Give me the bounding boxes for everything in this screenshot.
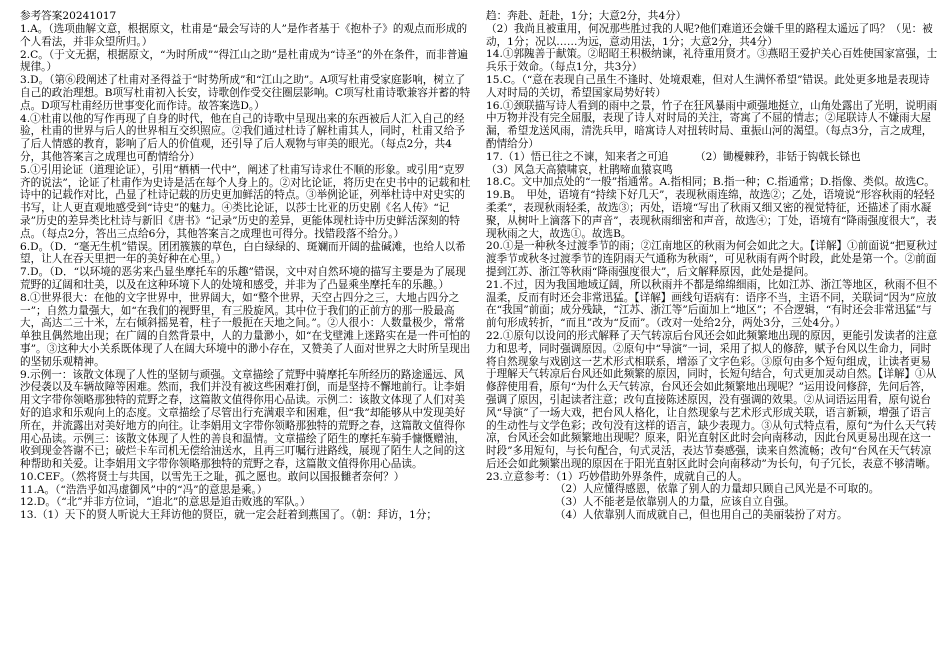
answer-paragraph: 3.D。（第⑥段阐述了杜甫对圣得益于“时势所成”和“江山之助”。A项写杜甫受家庭影响，树立了自己的政治理想。B项写杜甫初入长安，诗歌创作受交往圈层影响。C项写杜甫诗歌兼容并蓄的特点。D项写杜甫经历世事变化而作诗。故答案选D。）	[20, 74, 471, 112]
right-column	[486, 10, 938, 522]
answer-paragraph: （3）风急天高猿啸哀，杜鹃啼血猿哀鸣	[486, 163, 673, 176]
document-title: 参考答案20241017	[20, 10, 117, 22]
answer-paragraph: 趋：奔赴、赶赴，1分；大意2分，共4分）	[486, 10, 687, 22]
answer-paragraph: 2.C。（于文无据，根据原文，“为时所成”“得江山之助”是杜甫成为“诗圣”的外在条件，而非普遍规律。）	[20, 48, 468, 74]
answer-paragraph: 20.①是一种秋冬过渡季节的雨；②江南地区的秋雨为何会如此之大。【详解】①前面说“把夏秋过渡季节或秋冬过渡季节的连阴雨天气通称为秋雨”，可见秋雨有两个时段，此处是第一个。②前面提到江苏、浙江等秋雨“降雨强度很大”，后文解释原因，此处是提问。	[486, 240, 938, 278]
left-column	[20, 10, 472, 522]
answer-paragraph: 10.CEF。（然将贤士与共国，以雪先王之耻，孤之愿也。敢问以国报雠者奈何？）	[20, 470, 405, 483]
answer-paragraph: 23.立意参考：（1）巧妙借助外界条件，成就自己的人。	[486, 470, 748, 483]
answer-paragraph: 13.（1）天下的贤人听说大王拜访他的贤臣，就一定会赶着到燕国了。（朝：拜访，1分；	[20, 509, 437, 522]
answer-paragraph: （4）人依靠别人而成就自己，但也用自己的美丽装扮了对方。	[486, 509, 848, 522]
answer-paragraph: （2）我尚且被重用，何况那些胜过我的人呢?他们难道还会嫌千里的路程太遥远了吗？（见：被动，1分；况以……为远，意动用法，1分；大意2分，共4分）	[486, 22, 933, 48]
answer-paragraph: 16.①颈联描写诗人看到的雨中之景，竹子在狂风暴雨中顽强地挺立，山角处露出了光明，说明雨中万物并没有完全屈服，表现了诗人对时局的关注，寄寓了不屈的情志；②尾联诗人不嫌雨大屋漏，希望龙送风雨，清洗兵甲，暗寓诗人对扭转时局、重振山河的渴望。（每点3分，言之成理，酌情给分）	[486, 99, 938, 150]
answer-paragraph: （2）人应懂得感恩，依靠了别人的力量却只顾自己风光是不可取的。	[486, 483, 880, 496]
answer-paragraph: 19.B。 甲处，语境有“持续下好几天”，表现秋雨连绵，故选②；乙处，语境说“形容秋雨的轻轻柔柔”，表现秋雨轻柔，故选③；丙处，语境“写出了秋雨又细又密的视觉特征，还描述了雨水凝聚，从树叶上滴落下的声音”，表现秋雨细密和声音，故选④；丁处，语境有“降雨强度很大”，表现秋雨之大，故选①。故选B。	[486, 189, 937, 240]
answer-paragraph: 18.C。文中加点处的“一般”指通常。A.指相同；B.指一种；C.指通常；D.指像、类似。故选C。	[486, 176, 935, 189]
answer-paragraph: 9.示例一：该散文体现了人性的坚韧与顽强。文章描绘了荒野中骑摩托车所经历的路途遥远、风沙侵袭以及车辆故障等困难。然而，我们并没有被这些困难打倒，而是坚持不懈地前行。让李娟用文字带你领略那独特的荒野之春，这篇散文值得你用心品读。示例二：该散文体现了人们对美好的追求和乐观向上的态度。文章描绘了尽管出行充满艰辛和困难，但“我”却能够从中发现美好所在，并流露出对美好地方的向往。让李娟用文字带你领略那独特的荒野之春，这篇散文值得你用心品读。示例三：该散文体现了人性的善良和温情。文章描绘了陌生的摩托车骑手慷慨赠油，收到现金答谢不已；破烂卡车司机无偿给油送水，且再三叮嘱行进路线，展现了陌生人之间的这种帮助和关爱。让李娟用文字带你领略那独特的荒野之春，这篇散文值得你用心品读。	[20, 368, 466, 471]
answer-paragraph: （3）人不能老是依靠别人的力量，应该自立自强。	[486, 496, 795, 509]
answer-paragraph: 4.①杜甫以他的写作再现了自身的时代，他在自己的诗歌中呈现出来的东西被后人汇入自己的经验，杜甫的世界与后人的世界相互交织照应。②我们通过杜诗了解杜甫其人，同时，杜甫又给予了后人情感的教育，影响了后人的价值观，还引导了后人观物与审美的眼光。（每点2分，共4分，其他答案言之成理也可酌情给分）	[20, 112, 465, 163]
answer-paragraph: 22.①原句以设问的形式解释了天气转凉后台风还会如此频繁地出现的原因，更能引发读者的注意力和思考，同时强调原因。②原句中“导演”一词，采用了拟人的修辞，赋予台风以生命力，同时将自然现象与戏剧这一艺术形式相联系，增添了文字色彩。③原句由多个短句组成，让读者更易于理解天气转凉后台风还如此频繁的原因，同时，长短句结合，句式更加灵动自然。【详解】①从修辞使用看，原句“为什么天气转凉，台风还会如此频繁地出现呢？”运用设问修辞，先问后答，强调了原因，引起读者注意；改句直接陈述原因，没有强调的效果。②从词语运用看，原句说台风“导演”了一场大戏，把台风人格化，让自然现象与艺术形式形成关联，语言新颖，增强了语言的生动性与文学色彩；改句没有这样的语言，缺少表现力。③从句式特点看，原句“为什么天气转凉，台风还会如此频繁地出现呢？原来，阳光直射区此时会向南移动，因此台风更易出现在这一时段”多用短句，与长句配合，句式灵活，表达节奏感强，读来自然流畅；改句“台风在天气转凉后还会如此频繁出现的原因在于阳光直射区此时会向南移动”为长句，句子冗长，表意不够清晰。	[486, 329, 938, 470]
answer-paragraph: 15.C。（“意在表现自己虽生不逢时、处境艰难，但对人生满怀希望”错误。此处更多地是表现诗人对时局的关切，希望国家局势好转）	[486, 73, 930, 99]
answer-paragraph: 11.A。（“浩浩乎如冯虚御风”中的“冯”的意思是乘。）	[20, 483, 268, 496]
answer-paragraph: 1.A。（选项曲解文意，根据原文，杜甫是“最会写诗的人”是作者基于《抱朴子》的观点而形成的个人看法，并非众望所归。）	[20, 23, 468, 48]
answer-paragraph: 8.①世界很大：在他的文字世界中，世界阔大，如“整个世界，天空占四分之三，大地占四分之一”；自然力量强大，如“在我们的视野里，有三股旋风。其中位于我们的正前方的那一股最高大，高达二三十米，左右倾斜摇晃着，柱子一般扼在天地之间。”。②人很小：人数量极少，常常单独且偶然地出现；在广阔的自然背景中，人的力量渺小，如“在戈壁滩上迷路实在是一件可怕的事”。③这种大小关系既体现了人在阔大环境中的渺小存在，又赞美了人面对世界之大时所呈现出的坚韧乐观精神。	[20, 291, 471, 368]
answer-paragraph: 17.（1）悟已往之不谏，知来者之可追 （2）锄櫌棘矜，非铦于钩戟长铩也	[486, 150, 861, 163]
answer-paragraph: 21.不过，因为我国地域辽阔，所以秋雨并不都是绵绵细雨，比如江苏、浙江等地区，秋雨不但不温柔，反而有时还会非常迅猛。【详解】画线句语病有：语序不当，主语不同，关联词“因为”应放在“我国”前面；成分残缺，“江苏、浙江等”后面加上“地区”；不合逻辑，“有时还会非常迅猛”与前句形成转折，“而且”改为“反而”。（改对一处给2分，两处3分，三处4分。）	[486, 278, 938, 330]
answer-paragraph: 5.①引用论证（道理论证），引用“栖栖一代中”，阐述了杜甫写诗求仕不顺的形象。或引用“克罗齐的说法”，论证了杜甫作为史诗是活在每个人身上的。②对比论证，将历史在史书中的记载和杜诗中的记载作对比，凸显了杜诗记载的历史更加鲜活的特点。③举例论证，列举杜诗中对史实的书写，让人更直观地感受到“诗史”的魅力。④类比论证，以莎士比亚的历史剧《名人传》“记录”历史的差异类比杜诗与新旧《唐书》“记录”历史的差异，更能体现杜诗中历史鲜活深刻的特点。（每点2分，答出三点给6分，其他答案言之成理也可得分。找错段落不给分。）	[20, 163, 471, 240]
answer-paragraph: 6.D。（D．“毫无生机”错误。团团簇簇的草色，白白绿绿的、斑斓而开阔的盐碱滩，也给人以希望，让人在吞天里把一年的美好种在心里。）	[20, 240, 466, 266]
answer-paragraph: 12.D。（“北”并非方位词，“追北”的意思是追击败逃的军队。）	[20, 496, 311, 509]
answer-paragraph: 14.①郭隗善于献策。②昭昭王积极纳谏，礼待重用贤才。③燕昭王爱护关心百姓使国家富强，士兵乐于效命。（每点1分，共3分）	[486, 48, 938, 74]
answer-paragraph: 7.D。（D．“以环境的恶劣来凸显坐摩托车的乐趣”错误，文中对自然环境的描写主要是为了展现荒野的辽阔和壮美，以及在这种环境下人的处境和感受，并非为了凸显乘坐摩托车的乐趣。）	[20, 266, 466, 291]
